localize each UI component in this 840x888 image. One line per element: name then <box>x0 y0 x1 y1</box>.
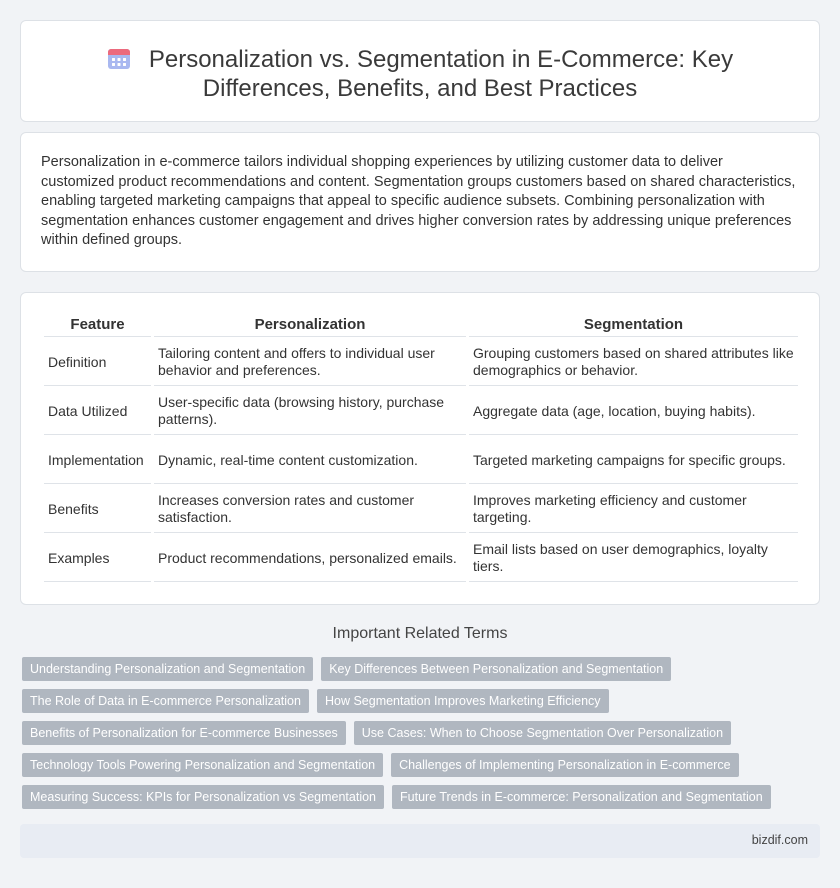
header-feature: Feature <box>44 315 151 337</box>
row-feature: Benefits <box>44 486 151 533</box>
row-personalization: Tailoring content and offers to individual user behavior and preferences. <box>154 339 466 386</box>
header-segmentation: Segmentation <box>469 315 798 337</box>
related-terms-list <box>22 657 822 817</box>
comparison-table <box>41 313 801 584</box>
related-term-tag[interactable]: Future Trends in E-commerce: Personalization and Segmentation <box>392 785 771 809</box>
intro-paragraph: Personalization in e-commerce tailors individual shopping experiences by utilizing customer data to deliver customized product recommendations and content. Segmentation groups customers based on shared characteristics, enabling targeted marketing campaigns that appeal to specific audience subsets. Combining personalization with segmentation enhances customer engagement and drives higher conversion rates by addressing unique preferences within defined groups. <box>41 154 796 248</box>
intro-card <box>20 132 820 272</box>
title-line-2: Differences, Benefits, and Best Practices <box>202 75 638 102</box>
related-term-tag[interactable]: The Role of Data in E-commerce Personalization <box>22 689 309 713</box>
row-personalization: Increases conversion rates and customer satisfaction. <box>154 486 466 533</box>
table-row <box>44 486 798 533</box>
comparison-table-card <box>20 292 820 605</box>
related-term-tag[interactable]: Challenges of Implementing Personalization in E-commerce <box>391 753 738 777</box>
page-title <box>21 45 819 103</box>
title-card <box>20 20 820 122</box>
row-segmentation: Grouping customers based on shared attributes like demographics or behavior. <box>469 339 798 386</box>
related-term-tag[interactable]: Key Differences Between Personalization and Segmentation <box>321 657 671 681</box>
related-term-tag[interactable]: Use Cases: When to Choose Segmentation Over Personalization <box>354 721 731 745</box>
row-personalization: User-specific data (browsing history, purchase patterns). <box>154 388 466 435</box>
related-term-tag[interactable]: Benefits of Personalization for E-commerce Businesses <box>22 721 346 745</box>
table-row <box>44 437 798 484</box>
calendar-icon <box>107 46 131 70</box>
footer-bar <box>20 824 820 858</box>
table-row <box>44 339 798 386</box>
row-segmentation: Email lists based on user demographics, loyalty tiers. <box>469 535 798 582</box>
table-row <box>44 388 798 435</box>
table-row <box>44 535 798 582</box>
row-personalization: Product recommendations, personalized emails. <box>154 535 466 582</box>
table-header-row <box>44 315 798 337</box>
related-term-tag[interactable]: Technology Tools Powering Personalization and Segmentation <box>22 753 383 777</box>
row-feature: Implementation <box>44 437 151 484</box>
row-segmentation: Aggregate data (age, location, buying habits). <box>469 388 798 435</box>
row-segmentation: Improves marketing efficiency and customer targeting. <box>469 486 798 533</box>
row-feature: Data Utilized <box>44 388 151 435</box>
related-term-tag[interactable]: Understanding Personalization and Segmentation <box>22 657 313 681</box>
title-line-1: Personalization vs. Segmentation in E-Commerce: Key <box>148 46 734 73</box>
row-personalization: Dynamic, real-time content customization. <box>154 437 466 484</box>
related-terms-heading: Important Related Terms <box>332 625 508 642</box>
related-term-tag[interactable]: Measuring Success: KPIs for Personalization vs Segmentation <box>22 785 384 809</box>
row-segmentation: Targeted marketing campaigns for specific groups. <box>469 437 798 484</box>
row-feature: Examples <box>44 535 151 582</box>
related-term-tag[interactable]: How Segmentation Improves Marketing Efficiency <box>317 689 609 713</box>
row-feature: Definition <box>44 339 151 386</box>
site-link[interactable]: bizdif.com <box>751 833 808 847</box>
header-personalization: Personalization <box>154 315 466 337</box>
